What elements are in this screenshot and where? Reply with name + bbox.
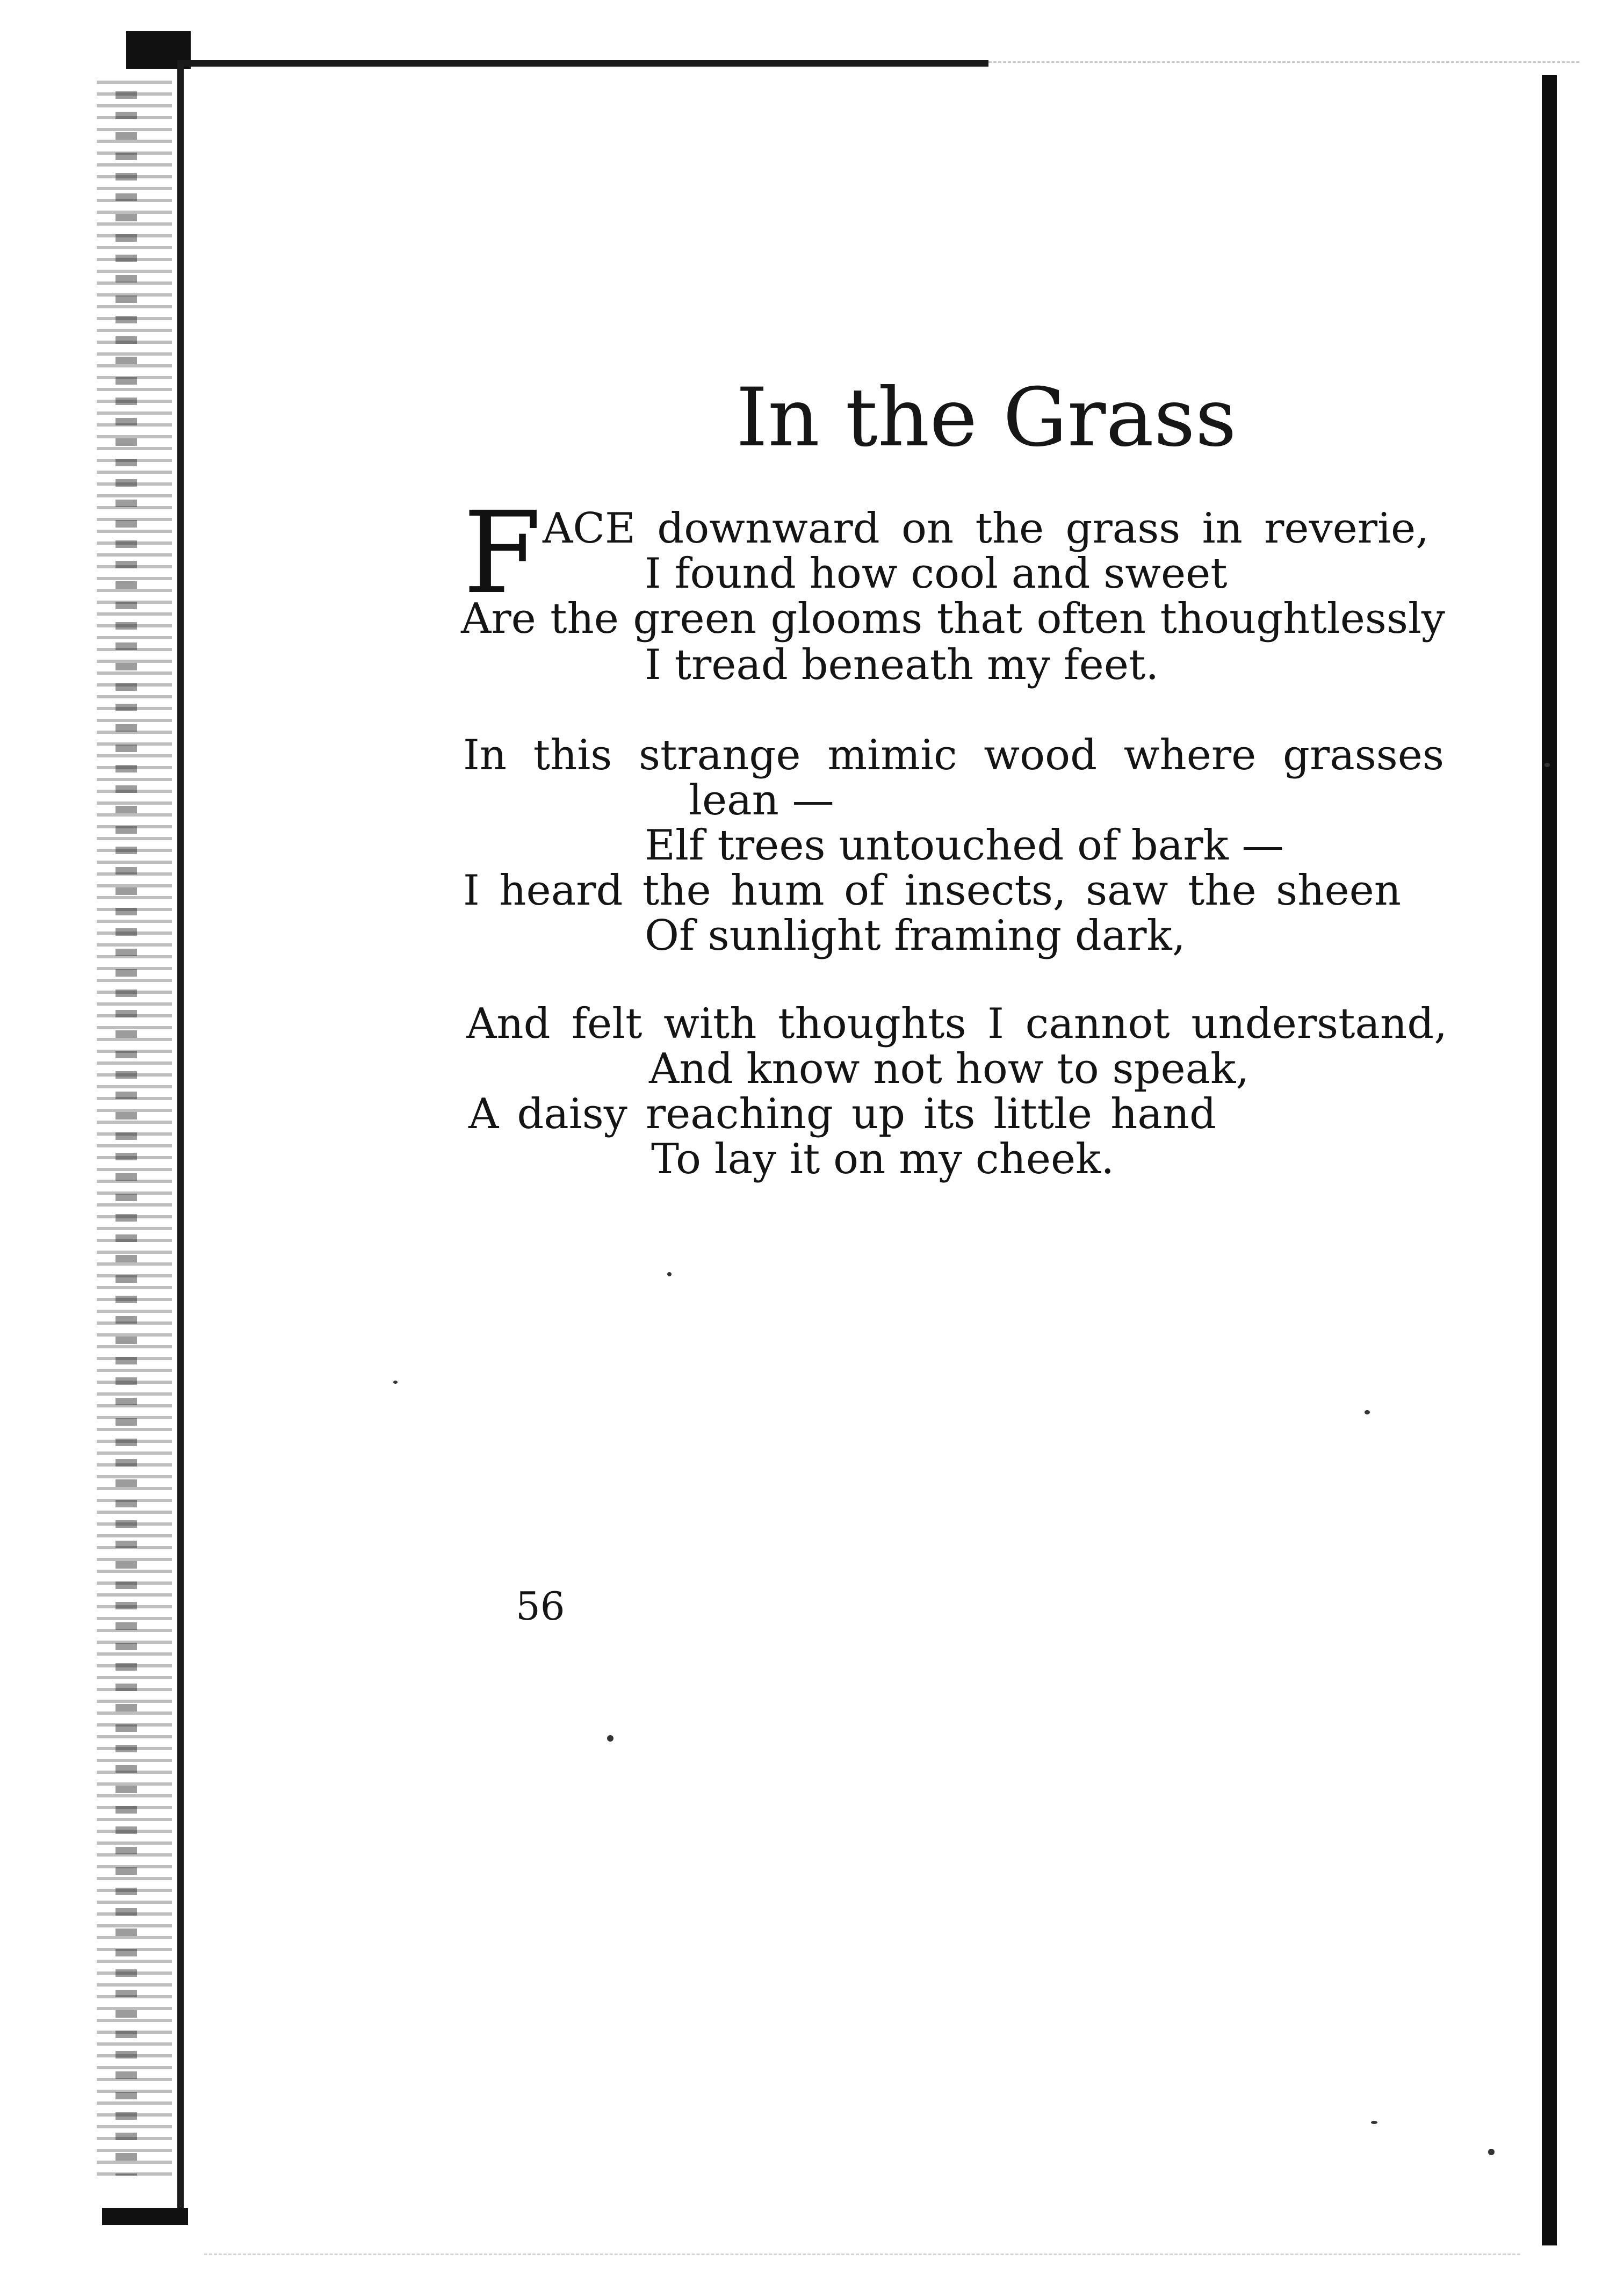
poem-title: In the Grass [736, 371, 1237, 465]
left-border-rule [177, 64, 184, 2208]
dust-speck [667, 1272, 672, 1276]
top-border-rule [177, 60, 988, 67]
verse-line: Of sunlight framing dark, [645, 912, 1186, 960]
verse-line: Elf trees untouched of bark — [645, 821, 1284, 870]
verse-line: And felt with thoughts I cannot understand, [466, 1000, 1447, 1048]
binding-edge-noise-dark [116, 91, 137, 2176]
top-border-faint [988, 61, 1579, 64]
page-number: 56 [516, 1584, 565, 1629]
bottom-border-faint [204, 2254, 1520, 2257]
verse-line: I found how cool and sweet [645, 550, 1228, 598]
dust-speck [1488, 2149, 1495, 2155]
verse-line: In this strange mimic wood where grasses [463, 731, 1444, 779]
verse-line: And know not how to speak, [649, 1045, 1250, 1093]
verse-line: lean — [689, 776, 834, 825]
verse-line: I heard the hum of insects, saw the sheen [463, 866, 1401, 915]
dust-speck [1371, 2121, 1377, 2124]
right-page-edge [1542, 75, 1557, 2245]
verse-line: ACE downward on the grass in reverie, [543, 504, 1429, 553]
drop-cap-letter: F [463, 487, 542, 619]
verse-line: A daisy reaching up its little hand [468, 1090, 1216, 1138]
verse-line: Are the green glooms that often thoughtlessly [461, 595, 1445, 643]
dust-speck [393, 1381, 398, 1384]
dust-speck [1544, 763, 1550, 767]
verse-line: I tread beneath my feet. [645, 641, 1159, 689]
dust-speck [607, 1735, 613, 1742]
verse-line: To lay it on my cheek. [651, 1135, 1115, 1183]
scan-corner-mark-bottom [102, 2208, 188, 2225]
dust-speck [1365, 1410, 1370, 1414]
